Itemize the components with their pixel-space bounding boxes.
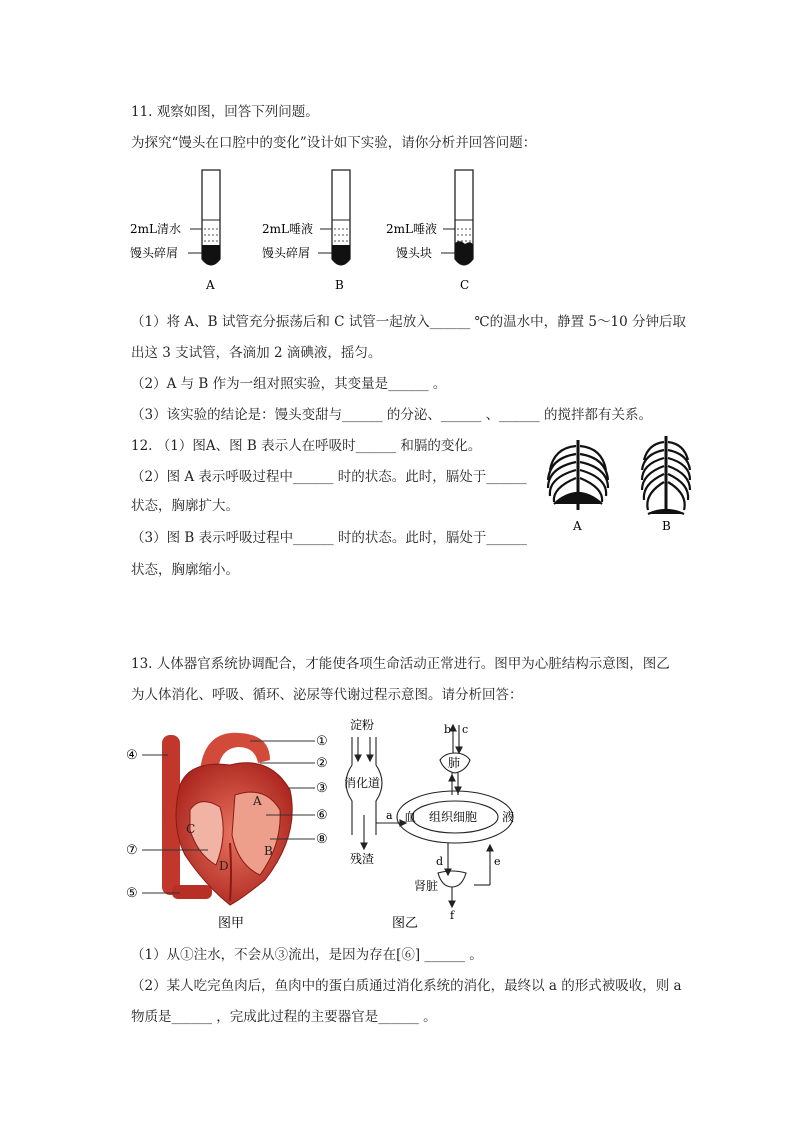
ribcage-figure <box>540 432 710 537</box>
test-tubes-figure <box>120 165 500 300</box>
tube-b-top-label: 2mL唾液 <box>262 222 313 236</box>
q13-part1: （1）从①注水，不会从③流出，是因为存在[⑥] ______ 。 <box>131 947 483 963</box>
heart-label-5: ⑤ <box>126 886 138 901</box>
q12-line3: 状态，胸廓扩大。 <box>131 498 239 514</box>
q11-part3: （3）该实验的结论是：馒头变甜与______ 的分泌、______ 、______ 的搅拌都有关系。 <box>131 407 652 423</box>
q12-line2: （2）图 A 表示呼吸过程中______ 时的状态。此时，膈处于______ <box>131 469 527 485</box>
tube-a-letter: A <box>206 278 215 292</box>
tube-c-bottom-label: 馒头块 <box>396 246 433 260</box>
label-d: d <box>436 855 444 868</box>
label-b: b <box>444 723 452 736</box>
label-e: e <box>494 855 501 868</box>
label-starch: 淀粉 <box>350 718 375 732</box>
heart-label-1: ① <box>316 734 328 749</box>
label-residue: 残渣 <box>350 852 375 866</box>
q13-part2-line2: 物质是______ ，完成此过程的主要器官是______ 。 <box>131 1009 437 1025</box>
q13-part2-line1: （2）某人吃完鱼肉后，鱼肉中的蛋白质通过消化系统的消化，最终以 a 的形式被吸收，则 a <box>131 978 682 994</box>
test-tube-b <box>318 170 350 265</box>
q11-intro: 为探究“馒头在口腔中的变化”设计如下实验，请你分析并回答问题： <box>131 135 537 151</box>
heart-label-3: ③ <box>316 781 328 796</box>
ribcage-a-label: A <box>573 519 582 533</box>
heart-chamber-a: A <box>253 794 262 808</box>
label-digestive-tract: 消化道 <box>344 776 381 790</box>
tube-c-letter: C <box>460 278 470 292</box>
heart-chamber-c: C <box>186 822 196 836</box>
q13-line1: 13. 人体器官系统协调配合，才能使各项生命活动正常进行。图甲为心脏结构示意图，图乙 <box>131 656 670 672</box>
q13-line2: 为人体消化、呼吸、循环、泌尿等代谢过程示意图。请分析回答： <box>131 687 523 703</box>
q11-part1-line2: 出这 3 支试管，各滴加 2 滴碘液，摇匀。 <box>131 345 382 361</box>
q12-line4: （3）图 B 表示呼吸过程中______ 时的状态。此时，膈处于______ <box>131 530 527 546</box>
ribcage-a <box>548 440 608 510</box>
tube-b-letter: B <box>335 278 344 292</box>
heart-diagram <box>120 715 345 935</box>
label-blood-right: 液 <box>502 810 515 824</box>
heart-label-6: ⑥ <box>316 808 328 823</box>
ribcage-b <box>642 436 690 514</box>
q12-line1: 12. （1）图A、图 B 表示人在呼吸时______ 和膈的变化。 <box>131 438 482 454</box>
heart-chamber-d: D <box>219 859 229 873</box>
q11-title: 11. 观察如图，回答下列问题。 <box>131 104 319 120</box>
label-c: c <box>462 723 469 736</box>
heart-label-8: ⑧ <box>316 832 328 847</box>
tube-a-bottom-label: 馒头碎屑 <box>130 246 179 260</box>
tube-a-top-label: 2mL清水 <box>130 222 181 236</box>
caption-jia: 图甲 <box>218 916 245 931</box>
test-tube-a <box>188 170 220 265</box>
label-lung: 肺 <box>448 756 461 770</box>
metabolism-diagram <box>340 715 540 935</box>
ribcage-b-label: B <box>662 519 671 533</box>
q11-part2: （2）A 与 B 作为一组对照实验，其变量是______ 。 <box>131 376 447 392</box>
label-a: a <box>386 809 393 822</box>
label-f: f <box>450 909 455 922</box>
label-blood-left: 血 <box>404 810 417 824</box>
q11-part1-line1: （1）将 A、B 试管充分振荡后和 C 试管一起放入______ ℃的温水中，静置 5～10 分钟后取 <box>131 314 686 330</box>
heart-label-2: ② <box>316 756 328 771</box>
tube-c-top-label: 2mL唾液 <box>386 222 437 236</box>
heart-label-4: ④ <box>126 748 138 763</box>
label-kidney: 肾脏 <box>414 879 439 893</box>
tube-b-bottom-label: 馒头碎屑 <box>262 246 311 260</box>
test-tube-c <box>441 170 473 265</box>
caption-yi: 图乙 <box>392 916 419 931</box>
heart-chamber-b: B <box>264 844 273 858</box>
label-tissue-cells: 组织细胞 <box>429 810 478 824</box>
q12-line5: 状态，胸廓缩小。 <box>131 562 239 578</box>
heart-label-7: ⑦ <box>126 843 138 858</box>
